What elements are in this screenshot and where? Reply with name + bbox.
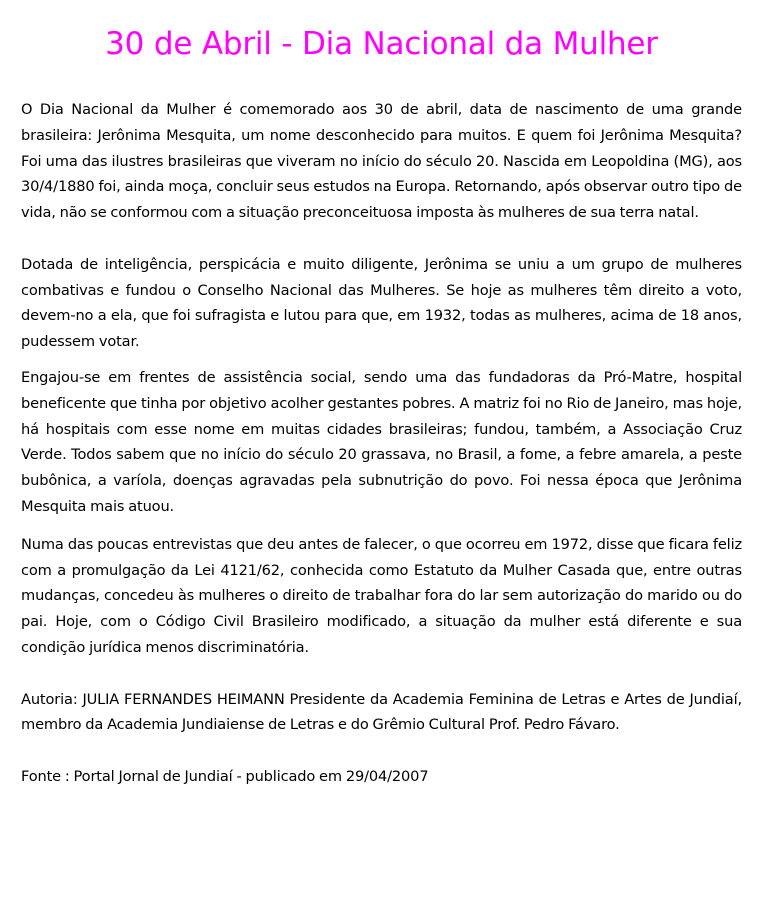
paragraph-entrevista: Numa das poucas entrevistas que deu antes de falecer, o que ocorreu em 1972, disse que ficara feliz com a promulgação da Lei 4121/62, conhecida como Estatuto da Mulher Casada que, entre outras mudanças, concedeu às mulheres o direito de trabalhar fora do lar sem autorização do marido ou do pai. Hoje, com o Código Civil Brasileiro modificado, a situação da mulher está diferente e sua condição jurídica menos discriminatória. [21,535,742,656]
paragraph-assistencia: Engajou-se em frentes de assistência social, sendo uma das fundadoras da Pró-Matre, hospital beneficente que tinha por objetivo acolher gestantes pobres. A matriz foi no Rio de Janeiro, mas hoje, há hospitais com esse nome em muitas cidades brasileiras; fundou, também, a Associação Cruz Verde. Todos sabem que no início do século 20 grassava, no Brasil, a fome, a febre amarela, a peste bubônica, a varíola, doenças agravadas pela subnutrição do povo. Foi nessa época que Jerônima Mesquita mais atuou. [21,368,742,515]
paragraph-intro: O Dia Nacional da Mulher é comemorado aos 30 de abril, data de nascimento de uma grande brasileira: Jerônima Mesquita, um nome desconhecido para muitos. E quem foi Jerônima Mesquita? Foi uma das ilustres brasileiras que viveram no início do século 20. Nascida em Leopoldina (MG), aos 30/4/1880 foi, ainda moça, concluir seus estudos na Europa. Retornando, após observar outro tipo de vida, não se conformou com a situação preconceituosa imposta às mulheres de sua terra natal. [21,101,742,222]
authorship-note: Autoria: JULIA FERNANDES HEIMANN Presidente da Academia Feminina de Letras e Artes de Jundiaí, membro da Academia Jundiaiense de Letras e do Grêmio Cultural Prof. Pedro Fávaro. [21,690,742,734]
page-title: 30 de Abril - Dia Nacional da Mulher [105,26,658,62]
paragraph-conselho: Dotada de inteligência, perspicácia e muito diligente, Jerônima se uniu a um grupo de mulheres combativas e fundou o Conselho Nacional das Mulheres. Se hoje as mulheres têm direito a voto, devem-no a ela, que foi sufragista e lutou para que, em 1932, todas as mulheres, acima de 18 anos, pudessem votar. [21,255,742,351]
article-body [21,97,742,790]
source-note: Fonte : Portal Jornal de Jundiaí - publicado em 29/04/2007 [21,767,429,785]
